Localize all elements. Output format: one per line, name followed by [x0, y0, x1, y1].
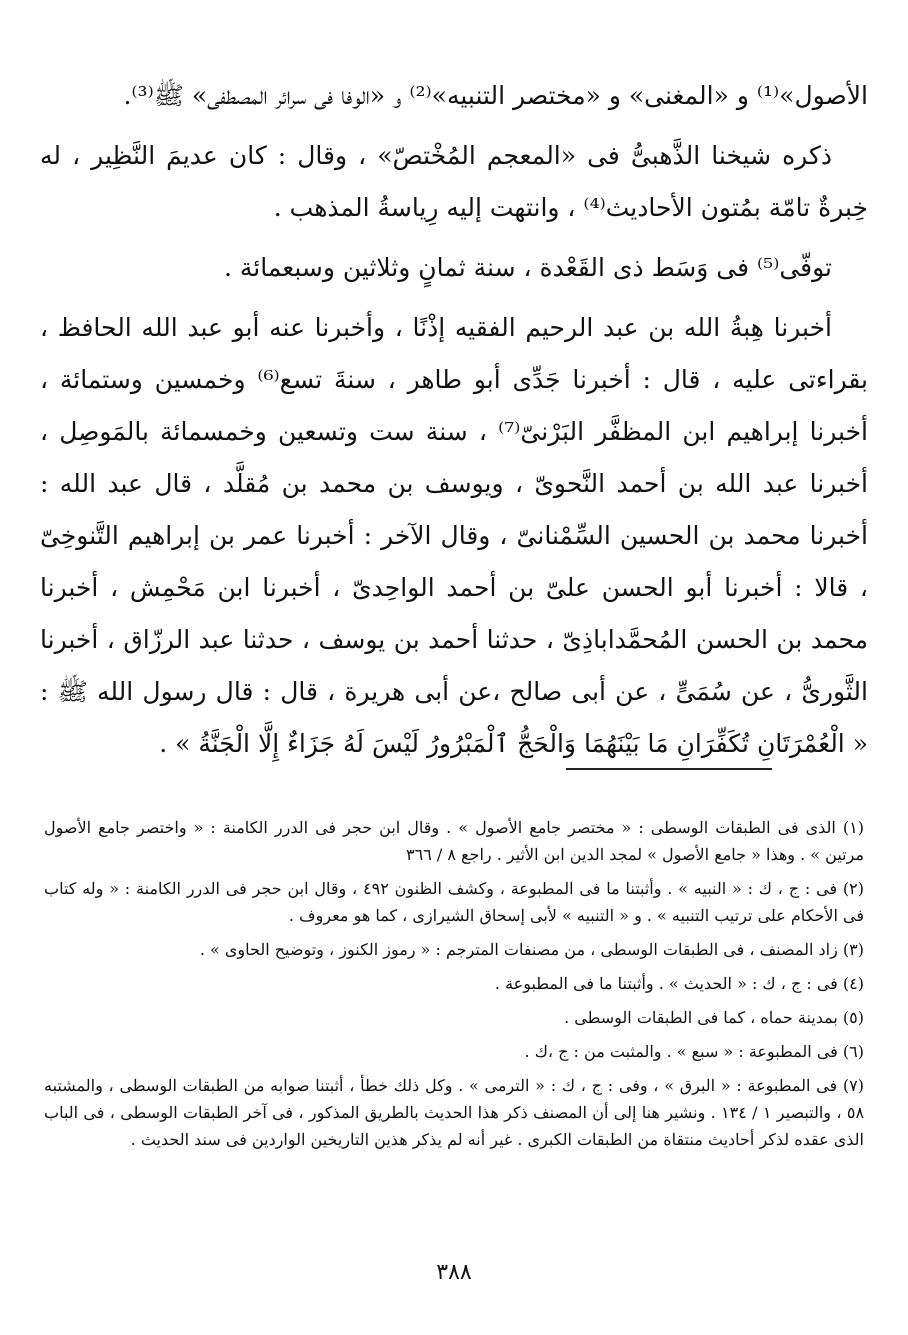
footnotes	[44, 814, 864, 1160]
footnote-2: (٢) فى : ج ، ك : « النبيه » . وأثبتنا ما فى المطبوعة ، وكشف الظنون ٤٩٢ ، وقال ابن حجر فى الدرر الكامنة : « وله كتاب فى الأحكام على ترتيب التنبيه » . و « التنبيه » لأبى إسحاق الشيرازى ، كما هو معروف .	[44, 879, 865, 925]
paragraph-biography: ذكره شيخنا الذَّهبىُّ فى «المعجم المُخْتصّ» ، وقال : كان عديمَ النَّظِير ، له خِبرةٌ تامّة بمُتون الأحاديث⁽⁴⁾ ، وانتهت إليه رِياسةُ المذهب .	[40, 141, 868, 222]
main-text	[40, 70, 868, 770]
footnote-7: (٧) فى المطبوعة : « البرق » ، وفى : ج ، ك : « الترمى » . وكل ذلك خطأ ، أثبتنا صوابه من الطبقات الوسطى ، والمشتبه ٥٨ ، والتبصير ١ / ١٣٤ . ونشير هنا إلى أن المصنف ذكر هذا الحديث بالطريق المذكور ، فى آخر الطبقات الوسطى ، فى الباب الذى عقده لذكر أحاديث منتقاة من الطبقات الكبرى . غير أنه لم يذكر هذين التاريخين الواردين فى سند الحديث .	[44, 1076, 865, 1149]
paragraph-death: توفّى⁽⁵⁾ فى وَسَط ذى القَعْدة ، سنة ثمانٍ وثلاثين وسبعمائة .	[223, 253, 832, 282]
footnote-3: (٣) زاد المصنف ، فى الطبقات الوسطى ، من مصنفات المترجم : « رموز الكنوز ، وتوضيح الحاوى » .	[199, 940, 864, 959]
footnote-separator	[566, 768, 772, 770]
footnote-4: (٤) فى : ج ، ك : « الحديث » . وأثبتنا ما فى المطبوعة .	[494, 974, 864, 993]
footnote-1: (١) الذى فى الطبقات الوسطى : « مختصر جامع الأصول » . وقال ابن حجر فى الدرر الكامنة : « واختصر جامع الأصول مرتين » . وهذا « جامع الأصول » لمجد الدين ابن الأثير . راجع ٨ / ٣٦٦	[44, 818, 864, 864]
paragraph-hadith-chain: أخبرنا هِبةُ الله بن عبد الرحيم الفقيه إذْنًا ، وأخبرنا عنه أبو عبد الله الحافظ ، بقراءتى عليه ، قال : أخبرنا جَدِّى أبو طاهر ، سنةَ تسع⁽⁶⁾ وخمسين وستمائة ، أخبرنا إبراهيم ابن المظفَّر البَرْنىّ⁽⁷⁾ ، سنة ست وتسعين وخمسمائة بالمَوصِل ، أخبرنا عبد الله بن أحمد النَّحوىّ ، ويوسف بن محمد بن مُقلَّد ، قال عبد الله : أخبرنا محمد بن الحسين السِّمْنانىّ ، وقال الآخر : أخبرنا عمر بن إبراهيم التَّنوخِىّ ، قالا : أخبرنا أبو الحسن علىّ بن أحمد الواحِدىّ ، أخبرنا ابن مَحْمِش ، أخبرنا محمد بن الحسن المُحمَّداباذِىّ ، حدثنا أحمد بن يوسف ، حدثنا عبد الرزّاق ، أخبرنا الثَّورىُّ ، عن سُمَىٍّ ، عن أبى صالح ،عن أبى هريرة ، قال : قال رسول الله ﷺ : « الْعُمْرَتَانِ تُكَفِّرَانِ مَا بَيْنَهُمَا وَالْحَجُّ ٱلْمَبْرُورُ لَيْسَ لَهُ جَزَاءٌ إِلَّا الْجَنَّةُ » .	[40, 313, 868, 758]
footnote-6: (٦) فى المطبوعة : « سبع » . والمثبت من : ج ،ك .	[524, 1042, 864, 1061]
paragraph-continuation: الأصول»⁽¹⁾ و «المغنى» و «مختصر التنبيه»⁽²⁾ و «الوفا فى سرائر المصطفى» ﷺ⁽³⁾.	[123, 81, 868, 110]
footnote-5: (٥) بمدينة حماه ، كما فى الطبقات الوسطى .	[564, 1008, 864, 1027]
page-number: ٣٨٨	[436, 1260, 472, 1285]
